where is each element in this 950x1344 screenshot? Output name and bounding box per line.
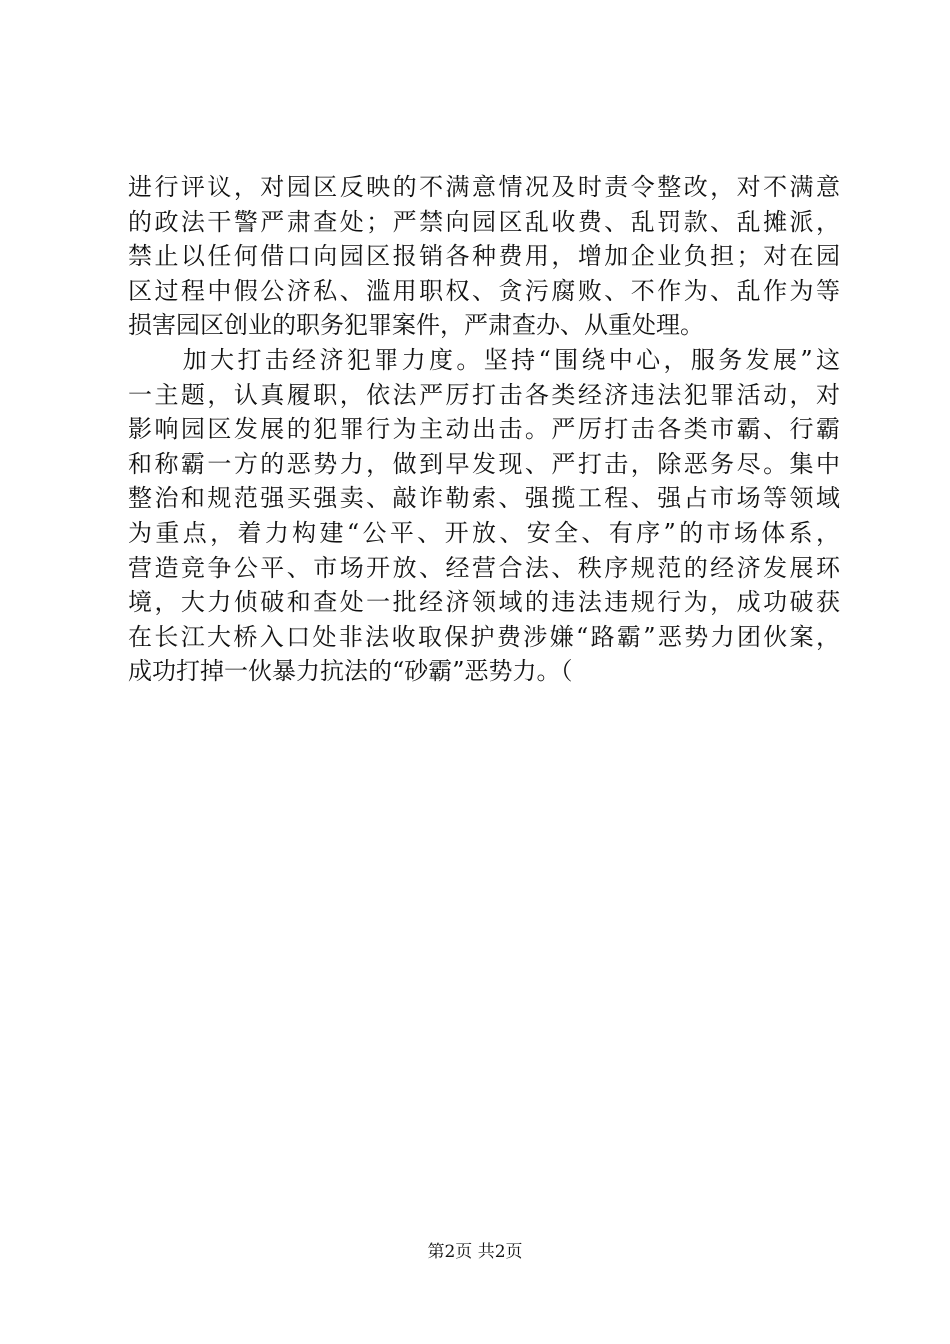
text-line: 整治和规范强买强卖、敲诈勒索、强揽工程、强占市场等领域 <box>128 484 840 513</box>
text-line: 在长江大桥入口处非法收取保护费涉嫌“路霸”恶势力团伙案， <box>128 622 840 651</box>
body-text <box>128 170 840 689</box>
text-line: 损害园区创业的职务犯罪案件，严肃查办、从重处理。 <box>128 311 704 340</box>
text-line: 禁止以任何借口向园区报销各种费用，增加企业负担；对在园 <box>128 242 840 271</box>
text-line: 营造竞争公平、市场开放、经营合法、秩序规范的经济发展环 <box>128 553 840 582</box>
text-line: 区过程中假公济私、滥用职权、贪污腐败、不作为、乱作为等 <box>128 276 840 305</box>
text-line: 加大打击经济犯罪力度。坚持“围绕中心，服务发展”这 <box>128 345 840 374</box>
text-line: 进行评议，对园区反映的不满意情况及时责令整改，对不满意 <box>128 173 840 201</box>
text-line: 为重点，着力构建“公平、开放、安全、有序”的市场体系， <box>128 518 840 547</box>
page-number-footer: 第2页 共2页 <box>427 1242 523 1262</box>
text-line: 的政法干警严肃查处；严禁向园区乱收费、乱罚款、乱摊派， <box>128 207 840 236</box>
text-line: 成功打掉一伙暴力抗法的“砂霸”恶势力。（ <box>128 657 573 686</box>
text-line: 一主题，认真履职，依法严厉打击各类经济违法犯罪活动，对 <box>128 380 840 409</box>
text-line: 境，大力侦破和查处一批经济领域的违法违规行为，成功破获 <box>128 588 840 617</box>
text-line: 和称霸一方的恶势力，做到早发现、严打击，除恶务尽。集中 <box>128 449 840 478</box>
text-line: 影响园区发展的犯罪行为主动出击。严厉打击各类市霸、行霸 <box>128 415 840 444</box>
